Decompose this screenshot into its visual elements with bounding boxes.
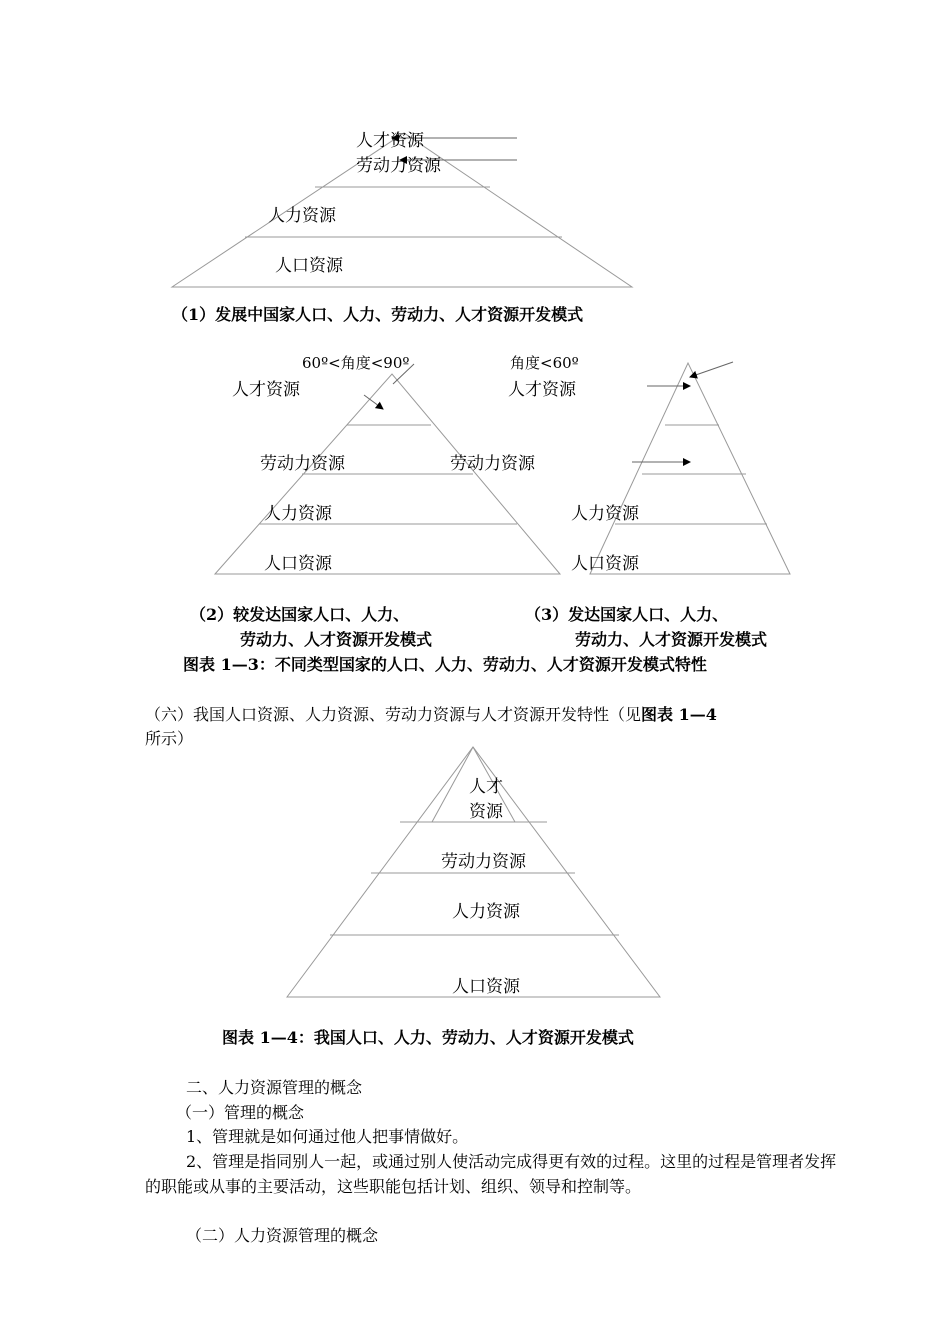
fig1-caption: （1）发展中国家人口、人力、劳动力、人才资源开发模式 [172, 305, 584, 324]
fig3-caption-line1: （3）发达国家人口、人力、 [525, 605, 729, 624]
fig3-label-population: 人口资源 [571, 554, 639, 574]
fig4-label-labor: 劳动力资源 [441, 852, 526, 872]
fig1-label-population: 人口资源 [275, 256, 343, 276]
chart13-caption: 图表 1—3：不同类型国家的人口、人力、劳动力、人才资源开发模式特性 [183, 655, 707, 674]
fig3-caption-line2: 劳动力、人才资源开发模式 [575, 630, 768, 649]
fig4-pyramid [287, 747, 660, 997]
fig1-pyramid [172, 131, 632, 287]
subheading-management-concept: （一）管理的概念 [176, 1103, 305, 1122]
fig1-label-talent: 人才资源 [356, 131, 424, 151]
section6-text-after: 所示） [145, 729, 194, 748]
fig2-label-labor-right: 劳动力资源 [450, 454, 535, 474]
fig2-label-talent: 人才资源 [232, 380, 300, 400]
fig1-label-labor: 劳动力资源 [356, 156, 441, 176]
section6-ref: 图表 1—4 [641, 705, 717, 724]
fig4-label-population: 人口资源 [452, 977, 520, 997]
list-item-2: 2、管理是指同别人一起，或通过别人使活动完成得更有效的过程。这里的过程是管理者发挥的职能或从事的主要活动，这些职能包括计划、组织、领导和控制等。 [145, 1152, 837, 1196]
fig3-angle-note: 角度<60º [510, 354, 579, 372]
fig2-caption-line2: 劳动力、人才资源开发模式 [240, 630, 433, 649]
fig3-pyramid [508, 354, 790, 574]
fig4-label-talent-line2: 资源 [469, 802, 503, 822]
fig4-caption: 图表 1—4：我国人口、人力、劳动力、人才资源开发模式 [222, 1028, 634, 1047]
fig2-label-population: 人口资源 [264, 554, 332, 574]
fig1-label-manpower: 人力资源 [268, 206, 336, 226]
fig2-label-manpower: 人力资源 [264, 504, 332, 524]
fig3-angle-arrow [690, 362, 733, 377]
list-item-1: 1、管理就是如何通过他人把事情做好。 [186, 1127, 469, 1146]
section6-text: （六）我国人口资源、人力资源、劳动力资源与人才资源开发特性（见 [145, 705, 642, 724]
fig2-label-labor-left: 劳动力资源 [260, 454, 345, 474]
heading-hr-management-concept: 二、人力资源管理的概念 [186, 1078, 363, 1097]
fig3-label-talent: 人才资源 [508, 380, 576, 400]
fig4-label-talent-line1: 人才 [469, 777, 503, 797]
fig2-angle-note: 60º<角度<90º [302, 354, 410, 372]
fig3-label-manpower: 人力资源 [571, 504, 639, 524]
subheading-hr-management-concept: （二）人力资源管理的概念 [186, 1226, 379, 1245]
section6-paragraph [145, 702, 717, 727]
fig4-label-manpower: 人力资源 [452, 902, 520, 922]
fig2-caption-line1: （2）较发达国家人口、人力、 [190, 605, 410, 624]
